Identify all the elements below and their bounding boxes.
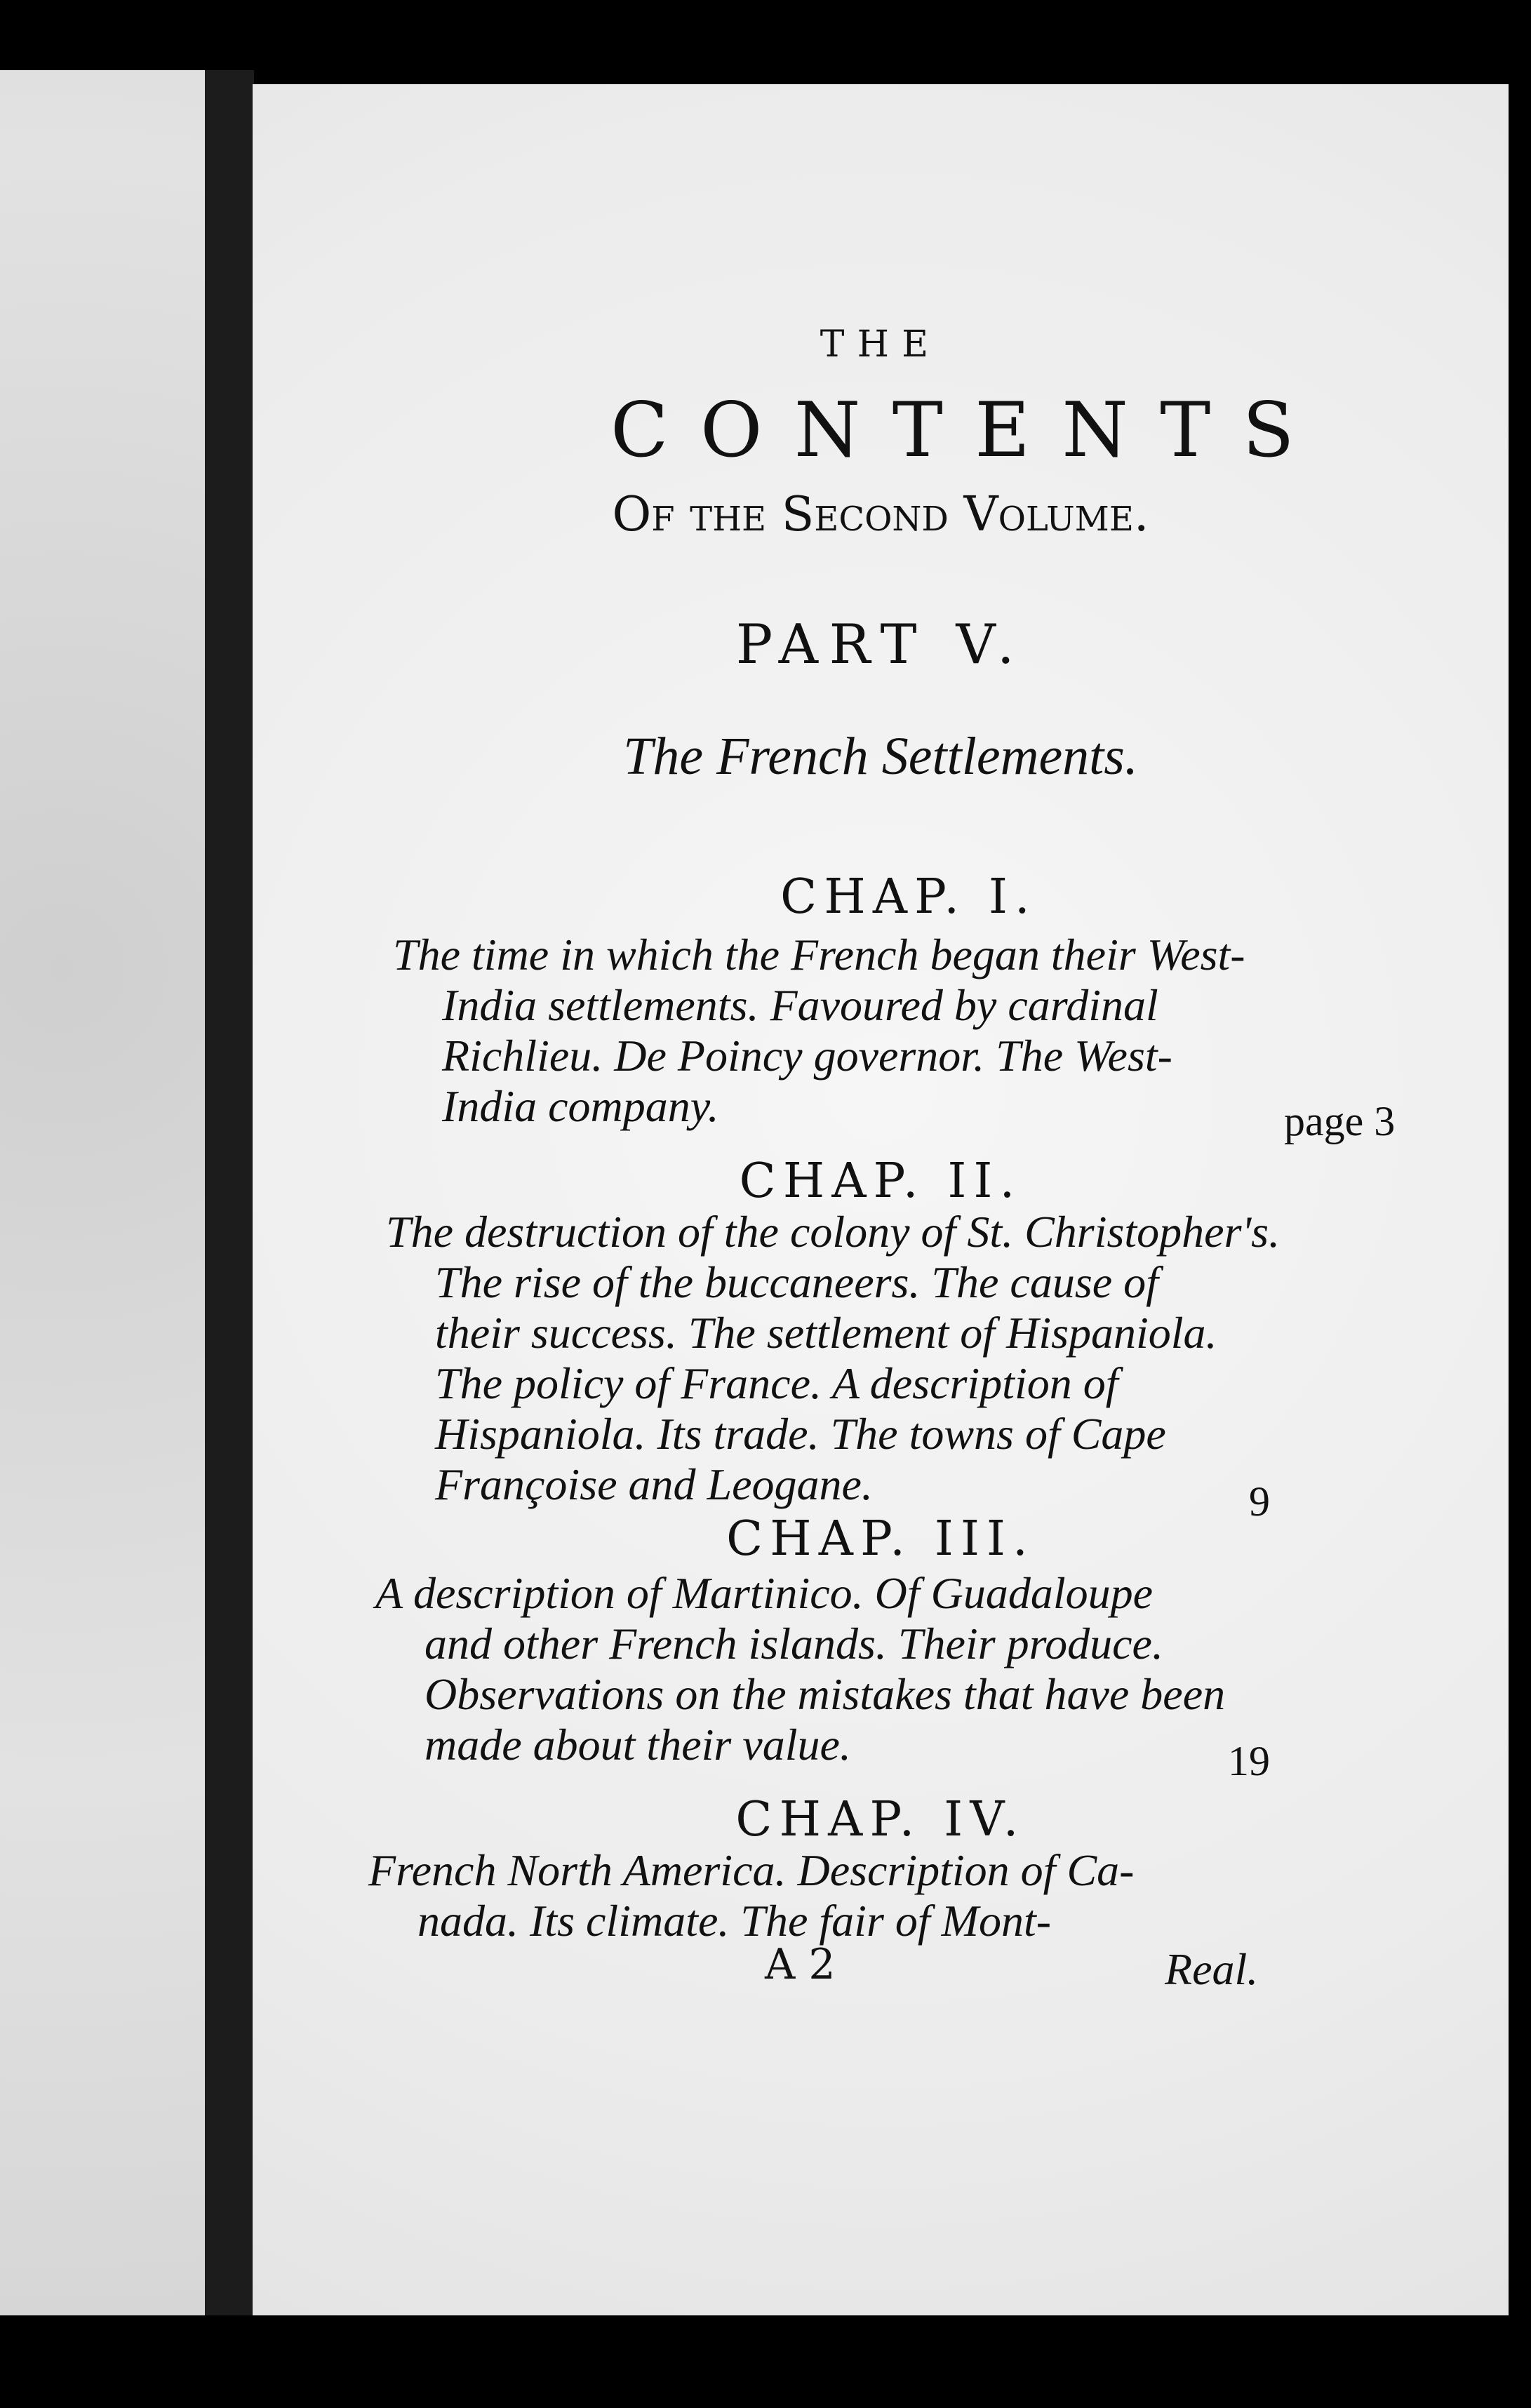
page-subtitle: Of the Second Volume. (612, 487, 1149, 542)
summary-line: and other French islands. Their produce. (424, 1619, 1163, 1668)
page-number: 9 (1249, 1478, 1270, 1525)
summary-line: their success. The settlement of Hispaniola. (435, 1308, 1217, 1358)
chapter-summary (368, 1845, 1421, 1946)
summary-line: nada. Its climate. The fair of Mont- (417, 1896, 1052, 1946)
book-gutter (205, 70, 254, 2315)
catchword: Real. (1165, 1944, 1259, 1994)
chapter-heading: CHAP. IV. (735, 1792, 1026, 1847)
chapter-heading: CHAP. II. (739, 1153, 1022, 1209)
chapter-heading: CHAP. I. (780, 869, 1037, 925)
summary-line: Hispaniola. Its trade. The towns of Cape (435, 1409, 1166, 1459)
summary-line: The time in which the French began their West- (393, 930, 1245, 979)
page-title: CONTENTS (610, 387, 1326, 474)
chapter-heading: CHAP. III. (726, 1511, 1035, 1567)
facing-page (0, 70, 205, 2315)
chapter-summary (386, 1207, 1431, 1510)
summary-line: The destruction of the colony of St. Christopher's. (386, 1207, 1281, 1257)
summary-line: French North America. Description of Ca- (368, 1845, 1135, 1895)
part-subtitle: The French Settlements. (623, 727, 1138, 786)
header-the: THE (820, 323, 942, 366)
page-number: page 3 (1284, 1098, 1396, 1144)
summary-line: The rise of the buccaneers. The cause of (435, 1257, 1158, 1307)
summary-line: made about their value. (424, 1720, 851, 1770)
summary-line: Françoise and Leogane. (435, 1459, 873, 1509)
summary-line: India settlements. Favoured by cardinal (442, 980, 1158, 1030)
summary-line: A description of Martinico. Of Guadaloupe (375, 1568, 1154, 1618)
signature-mark: A 2 (765, 1940, 836, 1989)
chapter-summary (393, 930, 1431, 1132)
summary-line: Richlieu. De Poincy governor. The West- (442, 1031, 1172, 1081)
part-heading: PART V. (735, 613, 1026, 676)
contents-page (253, 84, 1509, 2315)
summary-line: The policy of France. A description of (435, 1358, 1118, 1408)
summary-line: India company. (442, 1081, 719, 1131)
summary-line: Observations on the mistakes that have been (424, 1669, 1226, 1719)
page-number: 19 (1228, 1738, 1270, 1784)
